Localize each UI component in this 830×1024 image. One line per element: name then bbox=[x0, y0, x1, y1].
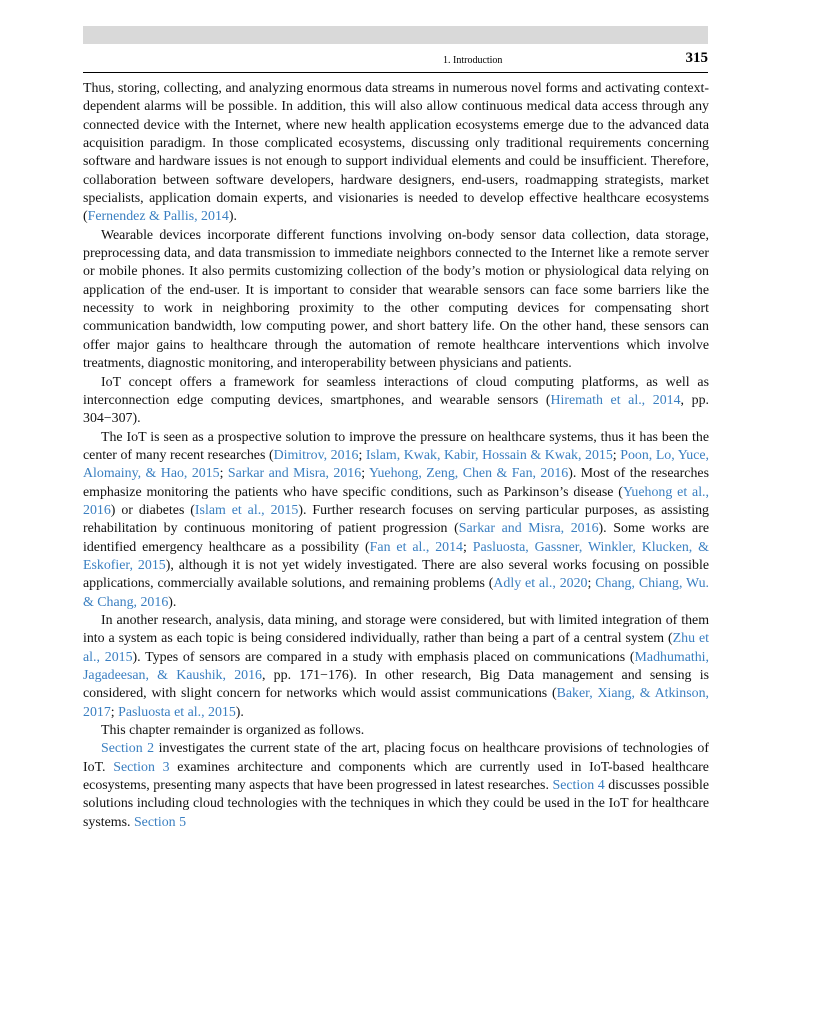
text-run: In another research, analysis, data mining, and storage were considered, but with limited integration of them into a system as each topic is being considered individually, rather than being a part of a central system ( bbox=[83, 612, 709, 647]
citation-link[interactable]: Section 2 bbox=[101, 741, 155, 757]
citation-link[interactable]: Islam et al., 2015 bbox=[194, 502, 299, 518]
citation-link[interactable]: Poon, Lo, Yuce, Alomainy, & Hao, 2015 bbox=[83, 447, 710, 482]
text-run: IoT concept offers a framework for seamless interactions of cloud computing platforms, as well as interconnection edge computing devices, smartphones, and wearable sensors ( bbox=[83, 374, 709, 408]
paragraph bbox=[83, 740, 709, 832]
citation-link[interactable]: Section 5 bbox=[133, 814, 187, 830]
citation-link[interactable]: Yuehong, Zeng, Chen & Fan, 2016 bbox=[368, 466, 569, 482]
text-run: ; bbox=[361, 466, 369, 482]
running-head bbox=[83, 50, 708, 73]
text-run: ; bbox=[612, 447, 621, 463]
text-run: ; bbox=[110, 704, 119, 720]
citation-link[interactable]: Dimitrov, 2016 bbox=[273, 447, 359, 463]
citation-link[interactable]: Section 3 bbox=[113, 759, 170, 775]
text-run: , pp. 171−176). In other research, Big Data management and sensing is considered, with slight concern for networks which would assist communications ( bbox=[83, 668, 709, 702]
text-run: ). Most of the researches emphasize monitoring the patients who have specific conditions, such as Parkinson’s disease ( bbox=[83, 466, 709, 500]
citation-link[interactable]: Sarkar and Misra, 2016 bbox=[458, 521, 599, 537]
text-run: Wearable devices incorporate different functions involving on-body sensor data collection, data storage, preprocessing data, and data transmission to immediate neighbors connected to the Internet like a remote server or mobile phones. It also permits customizing collection of the body’s motion or physiological data relying on application of the end-user. It is important to consider that wearable sensors can face some barriers like the necessity to work in neighboring proximity to the other computing devices for compensating short communication bandwidth, low computing power, and short battery life. On the other hand, these sensors can offer major gains to healthcare through the automation of remote healthcare interventions which involve treatments, diagnostic monitoring, and interoperability between physicians and patients. bbox=[83, 227, 709, 372]
citation-link[interactable]: Fan et al., 2014 bbox=[369, 539, 464, 555]
running-head-section: 1. Introduction bbox=[443, 55, 503, 66]
paragraph bbox=[83, 722, 709, 740]
header-bar bbox=[83, 26, 708, 44]
citation-link[interactable]: Baker, Xiang, & Atkinson, 2017 bbox=[83, 686, 709, 720]
citation-link[interactable]: Pasluosta, Gassner, Winkler, Klucken, & Eskofier, 2015 bbox=[83, 539, 709, 573]
text-run: ). bbox=[168, 594, 177, 610]
text-run: ). bbox=[228, 209, 237, 225]
body-text bbox=[83, 80, 709, 832]
text-run: ; bbox=[463, 539, 473, 555]
text-run: ). bbox=[235, 704, 244, 720]
citation-link[interactable]: Adly et al., 2020 bbox=[493, 576, 588, 592]
citation-link[interactable]: Fernendez & Pallis, 2014 bbox=[87, 209, 229, 225]
text-run: , pp. 304−307). bbox=[83, 392, 709, 427]
page-number: 315 bbox=[685, 50, 708, 66]
paragraph bbox=[83, 80, 709, 227]
citation-link[interactable]: Pasluosta et al., 2015 bbox=[118, 704, 236, 720]
text-run: ; bbox=[587, 576, 596, 592]
text-run: ). Some works are identified emergency healthcare as a possibility ( bbox=[83, 521, 709, 555]
citation-link[interactable]: Section 4 bbox=[552, 778, 605, 794]
text-run: investigates the current state of the art, placing focus on healthcare provisions of technologies of IoT. bbox=[83, 741, 709, 775]
text-run: ), although it is not yet widely investigated. There are also several works focusing on possible applications, commercially available solutions, and remaining problems ( bbox=[83, 557, 709, 592]
text-run: ; bbox=[358, 447, 366, 463]
text-run: Thus, storing, collecting, and analyzing enormous data streams in numerous novel forms and activating context-dependent alarms will be possible. In addition, this will also allow continuous medical data access through any connected device with the Internet, where new health application ecosystems emerge due to the advanced data acquisition paradigm. In those complicated ecosystems, discussing only traditional requirements concerning software and hardware issues is not enough to support individual elements and could be insufficient. Therefore, collaboration between software developers, hardware designers, end-users, roadmapping strategists, market specialists, application domain experts, and visionaries is needed to develop effective healthcare ecosystems ( bbox=[83, 81, 709, 225]
paragraph bbox=[83, 374, 709, 429]
text-run: The IoT is seen as a prospective solution to improve the pressure on healthcare systems, thus it has been the center of many recent researches ( bbox=[83, 429, 709, 463]
citation-link[interactable]: Islam, Kwak, Kabir, Hossain & Kwak, 2015 bbox=[365, 447, 613, 463]
citation-link[interactable]: Zhu et al., 2015 bbox=[83, 631, 710, 665]
citation-link[interactable]: Yuehong et al., 2016 bbox=[83, 484, 710, 518]
citation-link[interactable]: Chang, Chiang, Wu. & Chang, 2016 bbox=[83, 576, 709, 610]
citation-link[interactable]: Hiremath et al., 2014 bbox=[550, 392, 681, 408]
citation-link[interactable]: Madhumathi, Jagadeesan, & Kaushik, 2016 bbox=[83, 649, 710, 683]
text-run: discusses possible solutions including cloud technologies with the techniques in which they could be used in the IoT for healthcare systems. bbox=[83, 778, 709, 830]
text-run: ). Types of sensors are compared in a study with emphasis placed on communications ( bbox=[132, 649, 635, 665]
paragraph bbox=[83, 612, 709, 722]
text-run: ) or diabetes ( bbox=[110, 502, 195, 518]
text-run: ). Further research focuses on serving particular purposes, as assisting rehabilitation by continuous monitoring of patient progression ( bbox=[83, 502, 709, 537]
text-run: examines architecture and components which are currently used in IoT-based healthcare ecosystems, presenting many aspects that have been progressed in latest researches. bbox=[83, 759, 709, 794]
text-run: ; bbox=[219, 466, 228, 482]
citation-link[interactable]: Sarkar and Misra, 2016 bbox=[227, 466, 362, 482]
text-run: This chapter remainder is organized as follows. bbox=[101, 723, 365, 739]
paragraph bbox=[83, 429, 709, 612]
paragraph bbox=[83, 227, 709, 374]
